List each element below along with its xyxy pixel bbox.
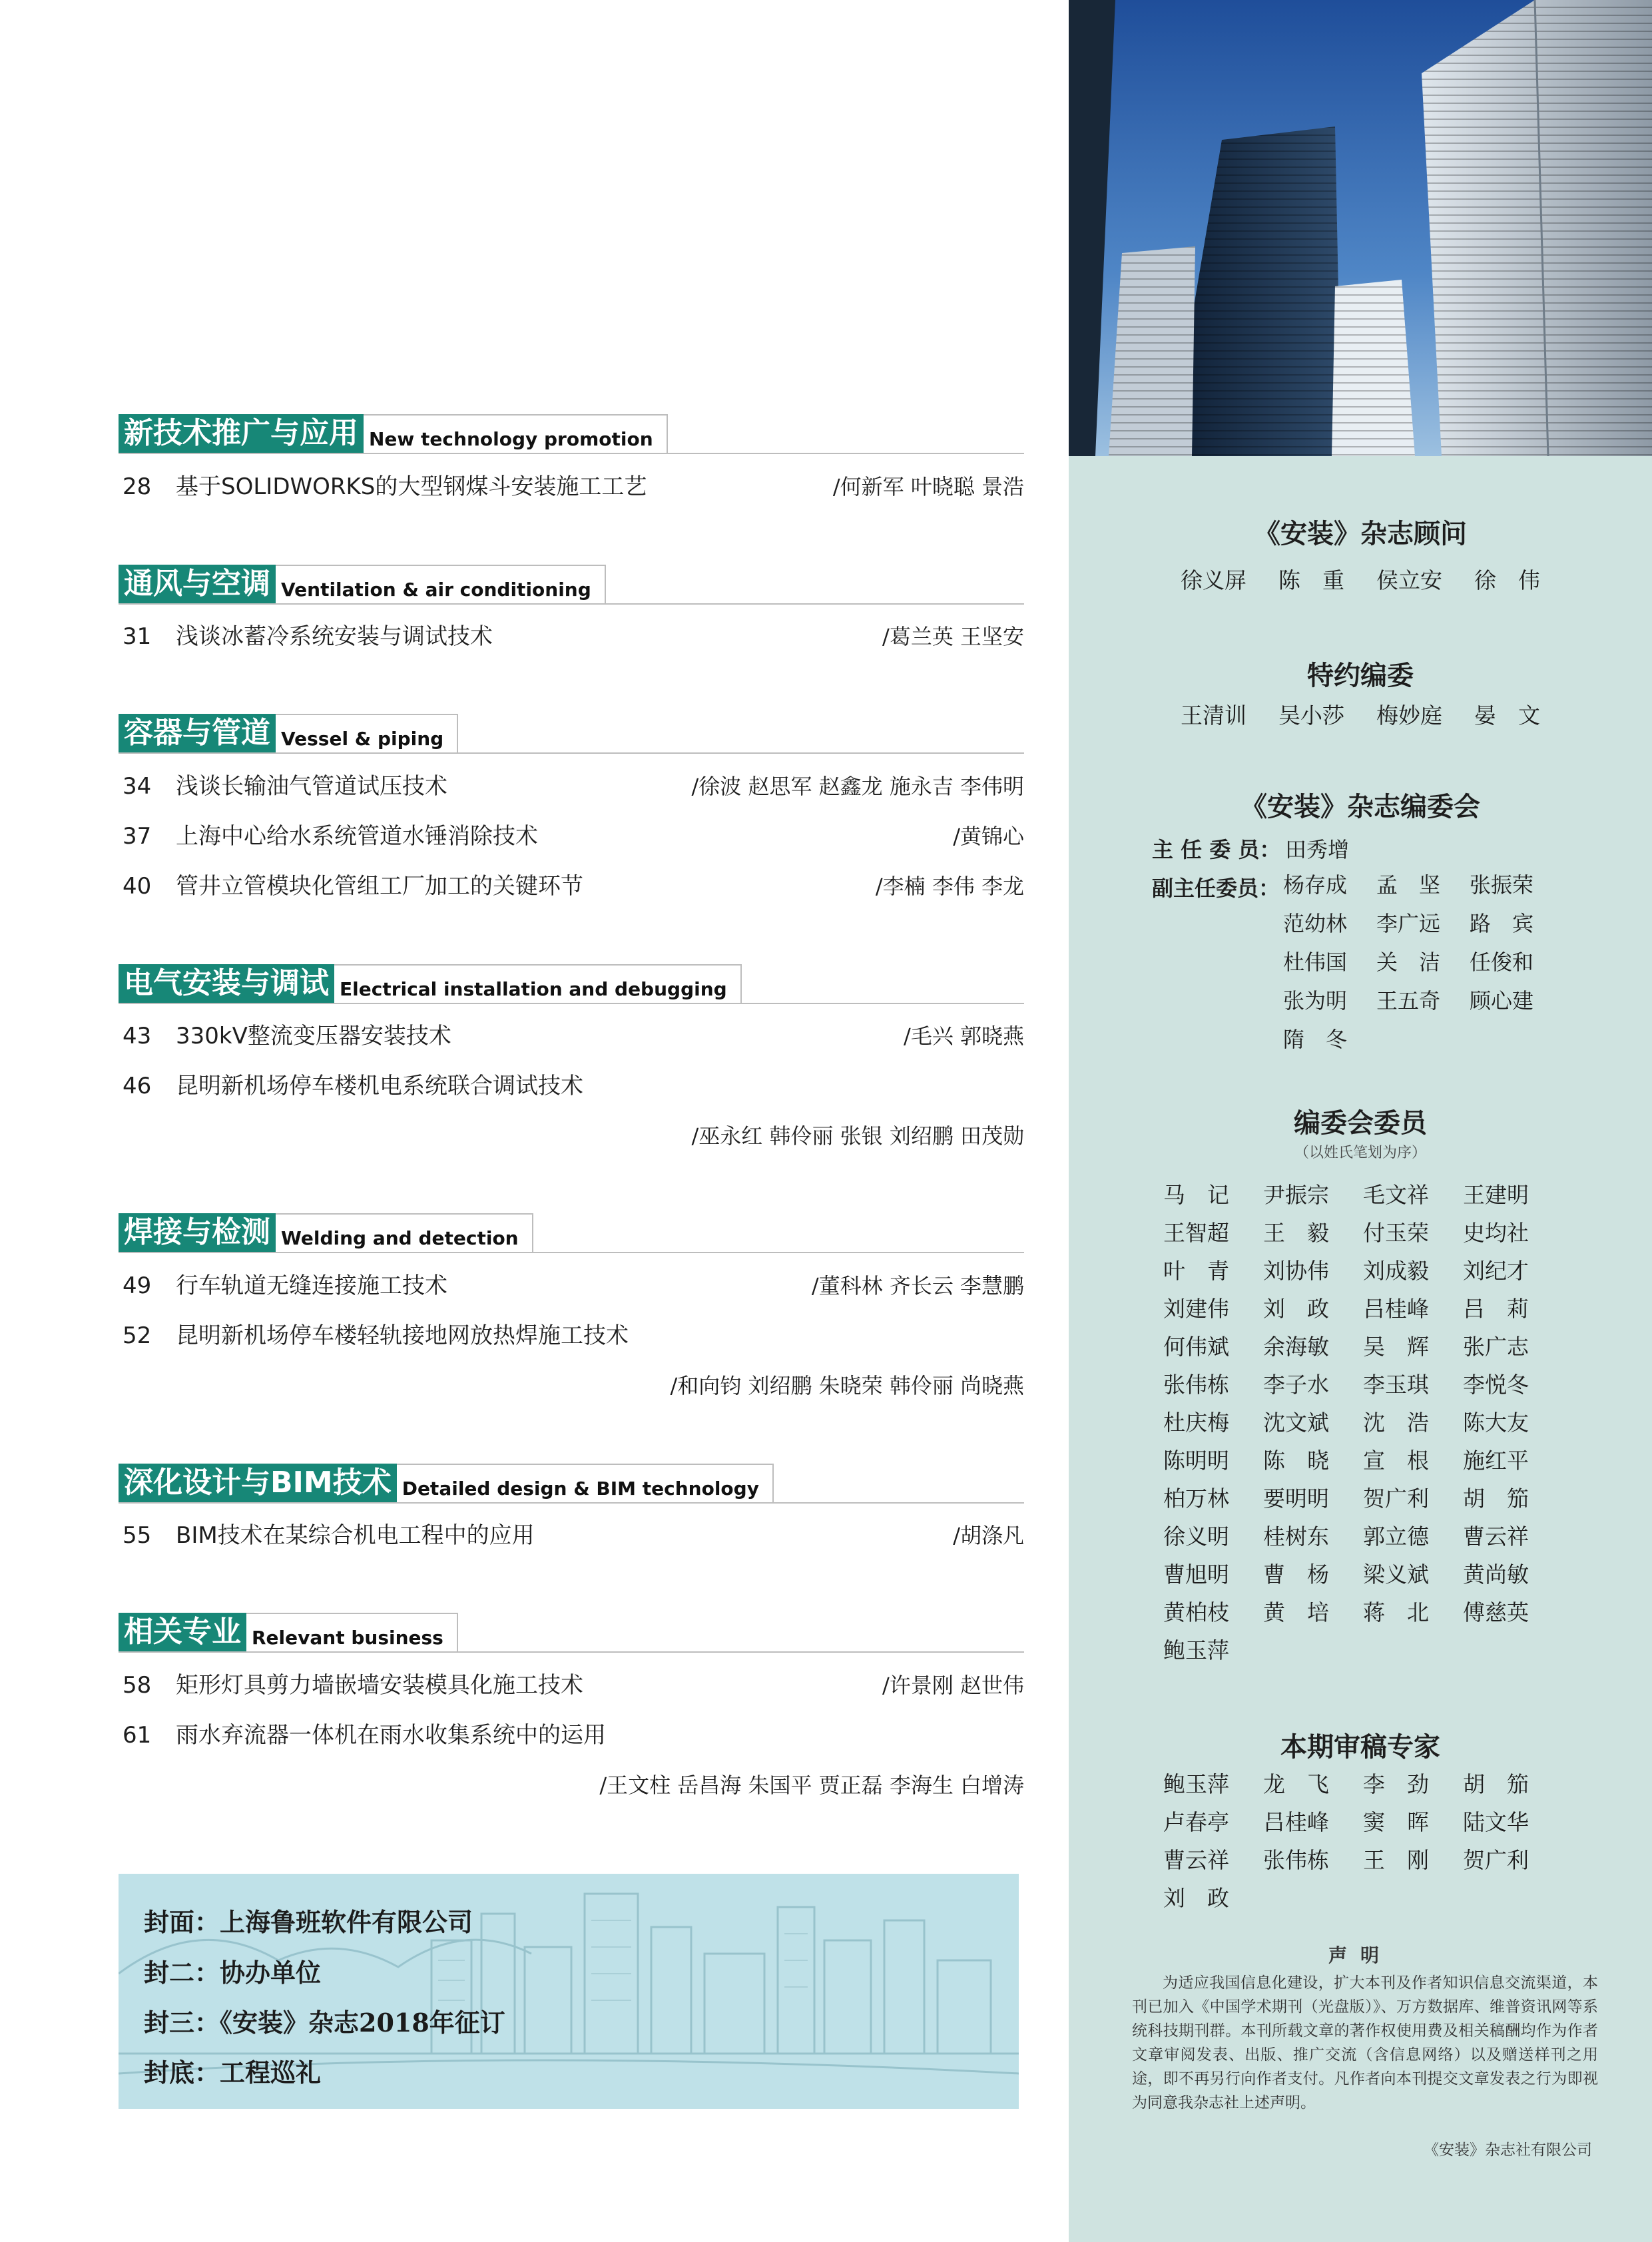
reviewer-name: 刘 政 <box>1163 1885 1229 1911</box>
reviewer-name: 贺广利 <box>1463 1847 1529 1873</box>
vice-director-name: 隋 冬 <box>1283 1027 1348 1052</box>
member-name: 傅慈英 <box>1463 1599 1529 1625</box>
vice-director-row <box>1152 872 1285 902</box>
member-name: 王 毅 <box>1263 1220 1329 1246</box>
toc-authors: /胡涤凡 <box>953 1523 1024 1548</box>
member-name: 尹振宗 <box>1263 1182 1329 1208</box>
toc-entry[interactable] <box>119 470 1024 503</box>
editorial-board-heading: 《安装》杂志编委会 <box>1240 792 1480 822</box>
toc-article-title: BIM技术在某综合机电工程中的应用 <box>176 1522 535 1549</box>
vice-director-name: 杜伟国 <box>1283 950 1348 975</box>
member-name: 梁义斌 <box>1363 1561 1429 1587</box>
cover-inside-back: 封三：《安装》杂志2018年征订 <box>144 2008 505 2038</box>
toc-authors: /和向钧 刘绍鹏 朱晓荣 韩伶丽 尚晓燕 <box>670 1373 1024 1398</box>
member-name: 杜庆梅 <box>1163 1410 1229 1436</box>
special-editor-name: 王清训 <box>1181 702 1246 728</box>
section-title-en: Ventilation & air conditioning <box>276 565 606 603</box>
member-name: 徐义明 <box>1163 1524 1229 1549</box>
toc-page-number: 43 <box>123 1023 152 1049</box>
reviewer-name: 王 刚 <box>1363 1847 1429 1873</box>
members-heading: 编委会委员 <box>1294 1108 1427 1139</box>
vice-director-name: 李广远 <box>1376 911 1441 936</box>
toc-entry[interactable] <box>119 1719 1024 1752</box>
toc-article-title: 上海中心给水系统管道水锤消除技术 <box>176 823 538 850</box>
toc-entry[interactable] <box>119 770 1024 803</box>
skyscrapers-photo <box>1069 0 1652 456</box>
member-name: 郭立德 <box>1363 1524 1429 1549</box>
section-title-zh: 电气安装与调试 <box>119 964 334 1003</box>
member-name: 刘 政 <box>1263 1296 1329 1322</box>
vice-director-name: 顾心建 <box>1470 988 1534 1013</box>
director-name: 田秀增 <box>1285 837 1350 862</box>
member-name: 刘建伟 <box>1163 1296 1229 1322</box>
section-title-en: Electrical installation and debugging <box>334 964 742 1003</box>
member-name: 宣 根 <box>1363 1448 1429 1474</box>
toc-page-number: 58 <box>123 1672 152 1699</box>
statement-heading: 声明 <box>1328 1944 1392 1966</box>
section-header-relevant-business <box>119 1613 458 1651</box>
toc-article-title: 管井立管模块化管组工厂加工的关键环节 <box>176 873 583 900</box>
adviser-name: 陈 重 <box>1278 567 1344 593</box>
member-name: 黄柏枝 <box>1163 1599 1229 1625</box>
section-rule <box>119 1252 1024 1253</box>
special-editor-name: 晏 文 <box>1474 702 1540 728</box>
member-name: 要明明 <box>1263 1486 1329 1512</box>
member-name: 陈明明 <box>1163 1448 1229 1474</box>
reviewer-name: 吕桂峰 <box>1263 1809 1329 1835</box>
section-title-en: Relevant business <box>246 1613 458 1651</box>
vice-director-name: 孟 坚 <box>1376 872 1441 898</box>
section-title-en: Detailed design & BIM technology <box>397 1464 774 1502</box>
toc-page-number: 49 <box>123 1272 152 1299</box>
cover-inside-front: 封二：协办单位 <box>144 1958 322 1988</box>
member-name: 曹旭明 <box>1163 1561 1229 1587</box>
toc-page-number: 34 <box>123 773 152 800</box>
toc-authors: /王文柱 岳昌海 朱国平 贾正磊 李海生 白增涛 <box>599 1773 1024 1798</box>
reviewer-name: 李 劲 <box>1363 1771 1429 1797</box>
director-label: 主 任 委 员： <box>1152 837 1281 862</box>
toc-entry[interactable] <box>119 620 1024 653</box>
toc-entry[interactable] <box>119 1669 1024 1702</box>
section-rule <box>119 603 1024 605</box>
editorial-board-panel <box>1069 0 1652 2242</box>
toc-authors: /李楠 李伟 李龙 <box>875 874 1024 899</box>
section-title-zh: 焊接与检测 <box>119 1213 276 1252</box>
member-name: 王建明 <box>1463 1182 1529 1208</box>
reviewers-grid <box>1163 1771 1629 1912</box>
toc-authors: /董科林 齐长云 李慧鹏 <box>811 1273 1024 1298</box>
section-rule <box>119 1003 1024 1004</box>
toc-page-number: 31 <box>123 623 152 650</box>
member-name: 鲍玉萍 <box>1163 1637 1229 1663</box>
section-title-zh: 容器与管道 <box>119 714 276 752</box>
reviewer-name: 卢春亭 <box>1163 1809 1229 1835</box>
reviewer-name: 张伟栋 <box>1263 1847 1329 1873</box>
reviewer-name: 胡 笳 <box>1463 1771 1529 1797</box>
section-header-new-technology <box>119 414 668 453</box>
member-name: 付玉荣 <box>1363 1220 1429 1246</box>
vice-director-name: 杨存成 <box>1283 872 1348 898</box>
member-name: 马 记 <box>1163 1182 1229 1208</box>
member-name: 王智超 <box>1163 1220 1229 1246</box>
member-name: 桂树东 <box>1263 1524 1329 1549</box>
member-name: 李子水 <box>1263 1372 1329 1398</box>
member-name: 柏万林 <box>1163 1486 1229 1512</box>
member-name: 陈 晓 <box>1263 1448 1329 1474</box>
member-name: 张广志 <box>1463 1334 1529 1360</box>
toc-article-title: 330kV整流变压器安装技术 <box>176 1023 451 1049</box>
toc-article-title: 浅谈冰蓄冷系统安装与调试技术 <box>176 623 493 650</box>
section-title-zh: 深化设计与BIM技术 <box>119 1464 397 1502</box>
member-name: 沈文斌 <box>1263 1410 1329 1436</box>
member-name: 毛文祥 <box>1363 1182 1429 1208</box>
cover-info-box <box>119 1874 1019 2109</box>
member-name: 吕桂峰 <box>1363 1296 1429 1322</box>
vice-director-name: 王五奇 <box>1376 988 1441 1013</box>
members-order-note: （以姓氏笔划为序） <box>1294 1145 1426 1161</box>
vice-director-name: 任俊和 <box>1470 950 1534 975</box>
special-editor-name: 梅妙庭 <box>1376 702 1442 728</box>
section-title-en: Welding and detection <box>276 1213 533 1252</box>
cover-front: 封面：上海鲁班软件有限公司 <box>144 1907 473 1937</box>
section-header-bim <box>119 1464 774 1502</box>
toc-article-title: 昆明新机场停车楼机电系统联合调试技术 <box>176 1073 583 1099</box>
section-rule <box>119 453 1024 454</box>
section-title-zh: 通风与空调 <box>119 565 276 603</box>
toc-authors: /许景刚 赵世伟 <box>882 1673 1024 1698</box>
adviser-name: 侯立安 <box>1376 567 1442 593</box>
toc-entry[interactable] <box>119 1519 1024 1552</box>
member-name: 施红平 <box>1463 1448 1529 1474</box>
section-header-ventilation <box>119 565 606 603</box>
vice-director-name: 张振荣 <box>1470 872 1534 898</box>
toc-page-number: 46 <box>123 1073 152 1099</box>
statement-signature: 《安装》杂志社有限公司 <box>1424 2141 1592 2159</box>
toc-entry[interactable] <box>119 870 1024 903</box>
reviewer-name: 鲍玉萍 <box>1163 1771 1229 1797</box>
member-name: 贺广利 <box>1363 1486 1429 1512</box>
section-rule <box>119 752 1024 754</box>
director-row <box>1152 833 1349 864</box>
member-name: 余海敏 <box>1263 1334 1329 1360</box>
member-name: 何伟斌 <box>1163 1334 1229 1360</box>
special-editor-name: 吴小莎 <box>1278 702 1344 728</box>
member-name: 刘成毅 <box>1363 1258 1429 1284</box>
toc-page-number: 40 <box>123 873 152 900</box>
toc-article-title: 矩形灯具剪力墙嵌墙安装模具化施工技术 <box>176 1672 583 1699</box>
section-title-en: New technology promotion <box>364 414 668 453</box>
toc-page-number: 28 <box>123 473 152 500</box>
section-title-zh: 相关专业 <box>119 1613 246 1651</box>
vice-director-name: 路 宾 <box>1470 911 1534 936</box>
reviewer-name: 陆文华 <box>1463 1809 1529 1835</box>
section-title-en: Vessel & piping <box>276 714 458 752</box>
member-name: 曹云祥 <box>1463 1524 1529 1549</box>
member-name: 吕 莉 <box>1463 1296 1529 1322</box>
reviewer-name: 曹云祥 <box>1163 1847 1229 1873</box>
section-header-vessel-piping <box>119 714 458 752</box>
member-name: 李悦冬 <box>1463 1372 1529 1398</box>
toc-authors: /毛兴 郭晓燕 <box>904 1023 1024 1049</box>
member-name: 刘纪才 <box>1463 1258 1529 1284</box>
statement-body: 为适应我国信息化建设，扩大本刊及作者知识信息交流渠道，本刊已加入《中国学术期刊（光盘版）》、万方数据库、维普资讯网等系统科技期刊群。本刊所载文章的著作权使用费及相关稿酬均作为作者文章审阅发表、出版、推广交流（含信息网络）以及赠送样刊之用途，即不再另行向作者支付。凡作者向本刊提交文章发表之行为即视为同意我杂志社上述声明。 <box>1132 1974 1598 2111</box>
member-name: 蒋 北 <box>1363 1599 1429 1625</box>
member-name: 史均社 <box>1463 1220 1529 1246</box>
member-name: 刘协伟 <box>1263 1258 1329 1284</box>
section-title-zh: 新技术推广与应用 <box>119 414 364 453</box>
vice-director-name: 范幼林 <box>1283 911 1348 936</box>
member-name: 胡 笳 <box>1463 1486 1529 1512</box>
member-name: 陈大友 <box>1463 1410 1529 1436</box>
toc-page-number: 37 <box>123 823 152 850</box>
toc-article-title: 雨水弃流器一体机在雨水收集系统中的运用 <box>176 1722 606 1749</box>
cover-back: 封底：工程巡礼 <box>144 2058 322 2088</box>
toc-article-title: 浅谈长输油气管道试压技术 <box>176 773 447 800</box>
advisers-list <box>1069 563 1652 595</box>
toc-authors: /何新军 叶晓聪 景浩 <box>832 474 1024 499</box>
section-rule <box>119 1502 1024 1504</box>
section-header-electrical <box>119 964 742 1003</box>
member-name: 黄尚敏 <box>1463 1561 1529 1587</box>
section-header-welding <box>119 1213 533 1252</box>
toc-page-number: 61 <box>123 1722 152 1749</box>
member-name: 曹 杨 <box>1263 1561 1329 1587</box>
reviewer-name: 龙 飞 <box>1263 1771 1329 1797</box>
advisers-heading: 《安装》杂志顾问 <box>1254 519 1467 549</box>
member-name: 李玉琪 <box>1363 1372 1429 1398</box>
vice-director-name: 关 洁 <box>1376 950 1441 975</box>
vice-director-name: 张为明 <box>1283 988 1348 1013</box>
member-name: 叶 青 <box>1163 1258 1229 1284</box>
toc-authors: /徐波 赵思军 赵鑫龙 施永吉 李伟明 <box>691 774 1024 799</box>
toc-entry[interactable] <box>119 1019 1024 1053</box>
reviewer-name: 窦 晖 <box>1363 1809 1429 1835</box>
adviser-name: 徐 伟 <box>1474 567 1540 593</box>
toc-entry[interactable] <box>119 820 1024 853</box>
vice-director-label: 副主任委员： <box>1152 876 1280 901</box>
toc-page-number: 55 <box>123 1522 152 1549</box>
adviser-name: 徐义屏 <box>1181 567 1246 593</box>
members-grid <box>1163 1182 1629 1664</box>
toc-authors: /巫永红 韩伶丽 张银 刘绍鹏 田茂勋 <box>691 1123 1024 1149</box>
toc-article-title: 基于SOLIDWORKS的大型钢煤斗安装施工工艺 <box>176 473 647 500</box>
toc-entry[interactable] <box>119 1269 1024 1302</box>
member-name: 张伟栋 <box>1163 1372 1229 1398</box>
toc-entry[interactable] <box>119 1069 1024 1103</box>
toc-entry[interactable] <box>119 1319 1024 1352</box>
member-name: 沈 浩 <box>1363 1410 1429 1436</box>
toc-page-number: 52 <box>123 1322 152 1349</box>
member-name: 吴 辉 <box>1363 1334 1429 1360</box>
reviewers-heading: 本期审稿专家 <box>1280 1732 1440 1763</box>
vice-director-grid <box>1283 872 1563 1053</box>
toc-article-title: 行车轨道无缝连接施工技术 <box>176 1272 447 1299</box>
special-editors-list <box>1069 699 1652 730</box>
section-rule <box>119 1651 1024 1653</box>
toc-article-title: 昆明新机场停车楼轻轨接地网放热焊施工技术 <box>176 1322 629 1349</box>
toc-authors: /黄锦心 <box>953 824 1024 849</box>
special-editors-heading: 特约编委 <box>1307 661 1414 691</box>
member-name: 黄 培 <box>1263 1599 1329 1625</box>
toc-authors: /葛兰英 王坚安 <box>882 624 1024 649</box>
